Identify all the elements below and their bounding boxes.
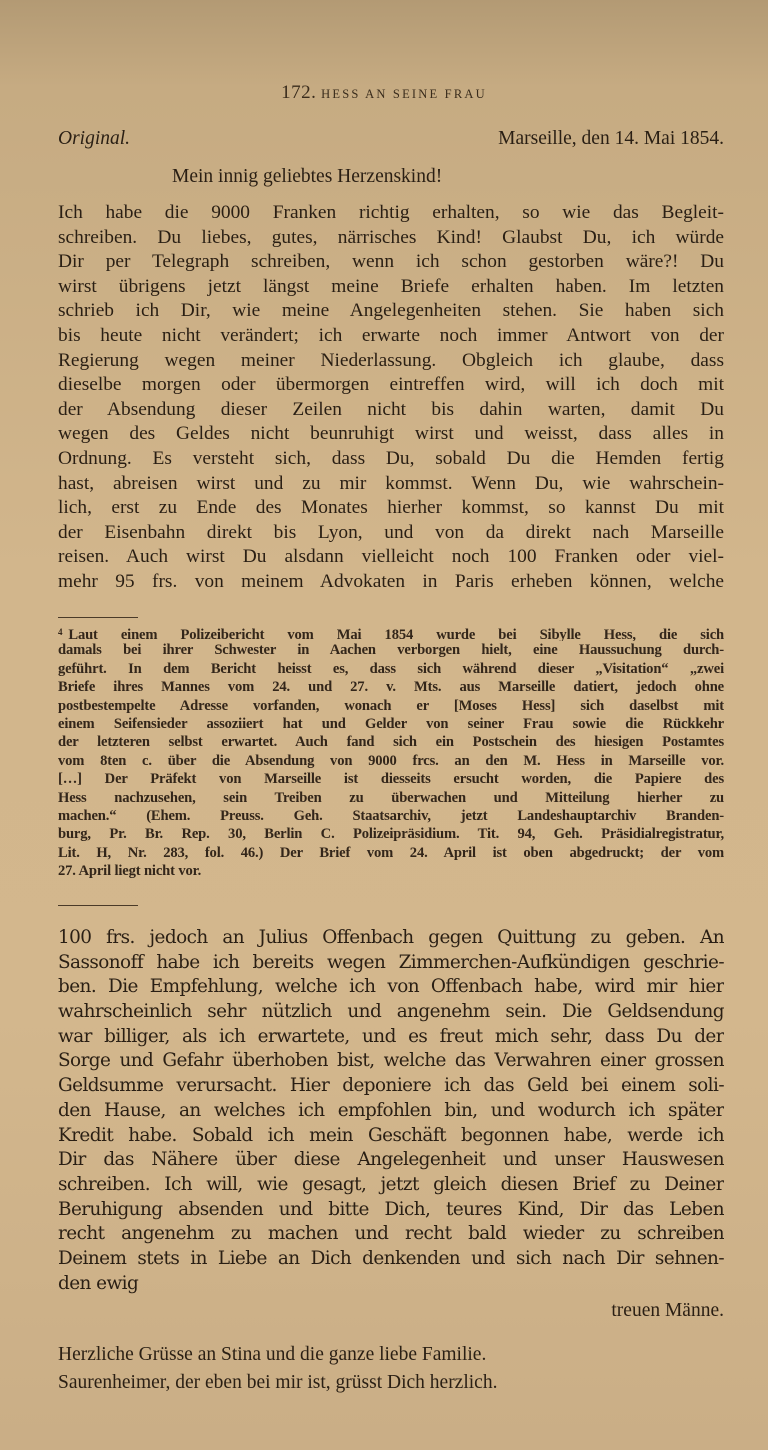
text-line: 100 frs. jedoch an Julius Offenbach gegen Quittung zu geben. An — [58, 927, 724, 948]
text-line: Kredit habe. Sobald ich mein Geschäft begonnen habe, werde ich — [58, 1124, 724, 1146]
letter-body — [58, 201, 724, 595]
text-line: bis heute nicht verändert; ich erwarte noch immer Antwort von der — [58, 324, 724, 346]
text-line: schrieb ich Dir, wie meine Angelegenheiten stehen. Sie haben sich — [58, 300, 724, 322]
text-line: vom 8ten c. über die Absendung von 9000 frcs. an den M. Hess in Marseille vor. — [58, 752, 724, 769]
text-line: schreiben. Ich will, wie gesagt, jetzt gleich diesen Brief zu Deiner — [58, 1173, 724, 1195]
text-line: reisen. Auch wirst Du alsdann vielleicht noch 100 Franken oder viel- — [58, 546, 724, 568]
text-line: Lit. H, Nr. 283, fol. 46.) Der Brief vom 24. April ist oben abgedruckt; der vom — [58, 844, 724, 861]
text-line: damals bei ihrer Schwester in Aachen verborgen hielt, eine Haussuchung durch- — [58, 642, 724, 659]
text-line: Sassonoff habe ich bereits wegen Zimmerchen-Aufkündigen geschrie- — [58, 951, 724, 973]
continuation-rule — [58, 905, 138, 906]
text-line: hast, abreisen wirst und zu mir kommst. Wenn Du, wie wahrschein- — [58, 472, 724, 494]
letter-continuation — [58, 926, 724, 1296]
text-line: Hess nachzusehen, sein Treiben zu überwachen und Mitteilung hierher zu — [58, 789, 724, 806]
text-line: der Eisenbahn direkt bis Lyon, und von da direkt nach Marseille — [58, 521, 724, 543]
salutation: Mein innig geliebtes Herzenskind! — [172, 166, 443, 187]
footnote-marker: 4 — [58, 627, 63, 637]
text-line: wirst übrigens jetzt längst meine Briefe erhalten haben. Im letzten — [58, 275, 724, 297]
signature: treuen Männe. — [611, 1300, 724, 1321]
postscript-line: Saurenheimer, der eben bei mir ist, grüsst Dich herzlich. — [58, 1372, 498, 1393]
dateline — [58, 128, 724, 154]
text-line: 27. April liegt nicht vor. — [58, 863, 202, 880]
text-line: der Absendung dieser Zeilen nicht bis dahin warten, damit Du — [58, 398, 724, 420]
text-line: dieselbe morgen oder übermorgen eintreffen wird, will ich doch mit — [58, 374, 724, 396]
text-line — [58, 623, 724, 641]
text-line: recht angenehm zu machen und recht bald wieder zu schreiben — [58, 1223, 724, 1245]
text-line: Regierung wegen meiner Niederlassung. Obgleich ich glaube, dass — [58, 349, 724, 371]
footnote-rule — [58, 617, 138, 618]
place-date: Marseille, den 14. Mai 1854. — [498, 128, 724, 149]
text-line: Dir das Nähere über diese Angelegenheit und unser Hauswesen — [58, 1149, 724, 1171]
text-line: Sorge und Gefahr überhoben bist, welche das Verwahren einer grossen — [58, 1050, 724, 1072]
source-note: Original. — [58, 128, 131, 149]
text-line: wegen des Geldes nicht beunruhigt wirst und weisst, dass alles in — [58, 423, 724, 445]
text-line: Deinem stets in Liebe an Dich denkenden und sich nach Dir sehnen- — [58, 1247, 724, 1269]
text-line: war billiger, als ich erwartete, und es freut mich sehr, dass Du der — [58, 1025, 724, 1047]
text-line: einem Seifensieder assoziiert hat und Gelder von seiner Frau sowie die Rückkehr — [58, 715, 724, 732]
text-line: Beruhigung absenden und bitte Dich, teures Kind, Dir das Leben — [58, 1198, 724, 1220]
text-line: Dir per Telegraph schreiben, wenn ich schon gestorben wäre?! Du — [58, 251, 724, 273]
text-line: der letzteren selbst erwartet. Auch fand sich ein Postschein des hiesigen Postamtes — [58, 734, 724, 751]
text-line: postbestempelte Adresse vorfanden, wonach er [Moses Hess] sich daselbst mit — [58, 697, 724, 714]
text-line: Ich habe die 9000 Franken richtig erhalten, so wie das Begleit- — [58, 202, 724, 223]
text-line: ben. Die Empfehlung, welche ich von Offenbach habe, wird mir hier — [58, 976, 724, 998]
text-line: schreiben. Du liebes, gutes, närrisches Kind! Glaubst Du, ich würde — [58, 226, 724, 248]
text-line: wahrscheinlich sehr nützlich und angenehm sein. Die Geldsendung — [58, 1001, 724, 1023]
text-line: machen.“ (Ehem. Preuss. Geh. Staatsarchiv, jetzt Landeshauptarchiv Branden- — [58, 807, 724, 824]
text-line: burg, Pr. Br. Rep. 30, Berlin C. Polizeipräsidium. Tit. 94, Geh. Präsidialregistratur, — [58, 826, 724, 843]
text-line: Ordnung. Es versteht sich, dass Du, sobald Du die Hemden fertig — [58, 447, 724, 469]
text-line: […] Der Präfekt von Marseille ist diesseits ersucht worden, die Papiere des — [58, 771, 724, 788]
text-line: den Hause, an welches ich empfohlen bin, und wodurch ich später — [58, 1099, 724, 1121]
text-line: mehr 95 frs. von meinem Advokaten in Paris erheben können, welche — [58, 570, 724, 592]
footnote-text: Laut einem Polizeibericht vom Mai 1854 wurde bei Sibylle Hess, die sich — [68, 627, 724, 642]
text-line: den ewig — [58, 1272, 139, 1294]
text-line: Geldsumme verursacht. Hier deponiere ich das Geld bei einem soli- — [58, 1075, 724, 1097]
running-header — [0, 82, 768, 104]
letter-title: HESS AN SEINE FRAU — [321, 87, 487, 101]
footnote — [58, 623, 724, 880]
text-line: geführt. In dem Bericht heisst es, dass sich während dieser „Visitation“ „zwei — [58, 660, 724, 677]
text-line: lich, erst zu Ende des Monates hierher kommst, so kannst Du mit — [58, 497, 724, 519]
text-line: Briefe ihres Mannes vom 24. und 27. v. Mts. aus Marseille datiert, jedoch ohne — [58, 679, 724, 696]
letter-number: 172. — [281, 82, 317, 103]
postscript-line: Herzliche Grüsse an Stina und die ganze liebe Familie. — [58, 1344, 487, 1365]
